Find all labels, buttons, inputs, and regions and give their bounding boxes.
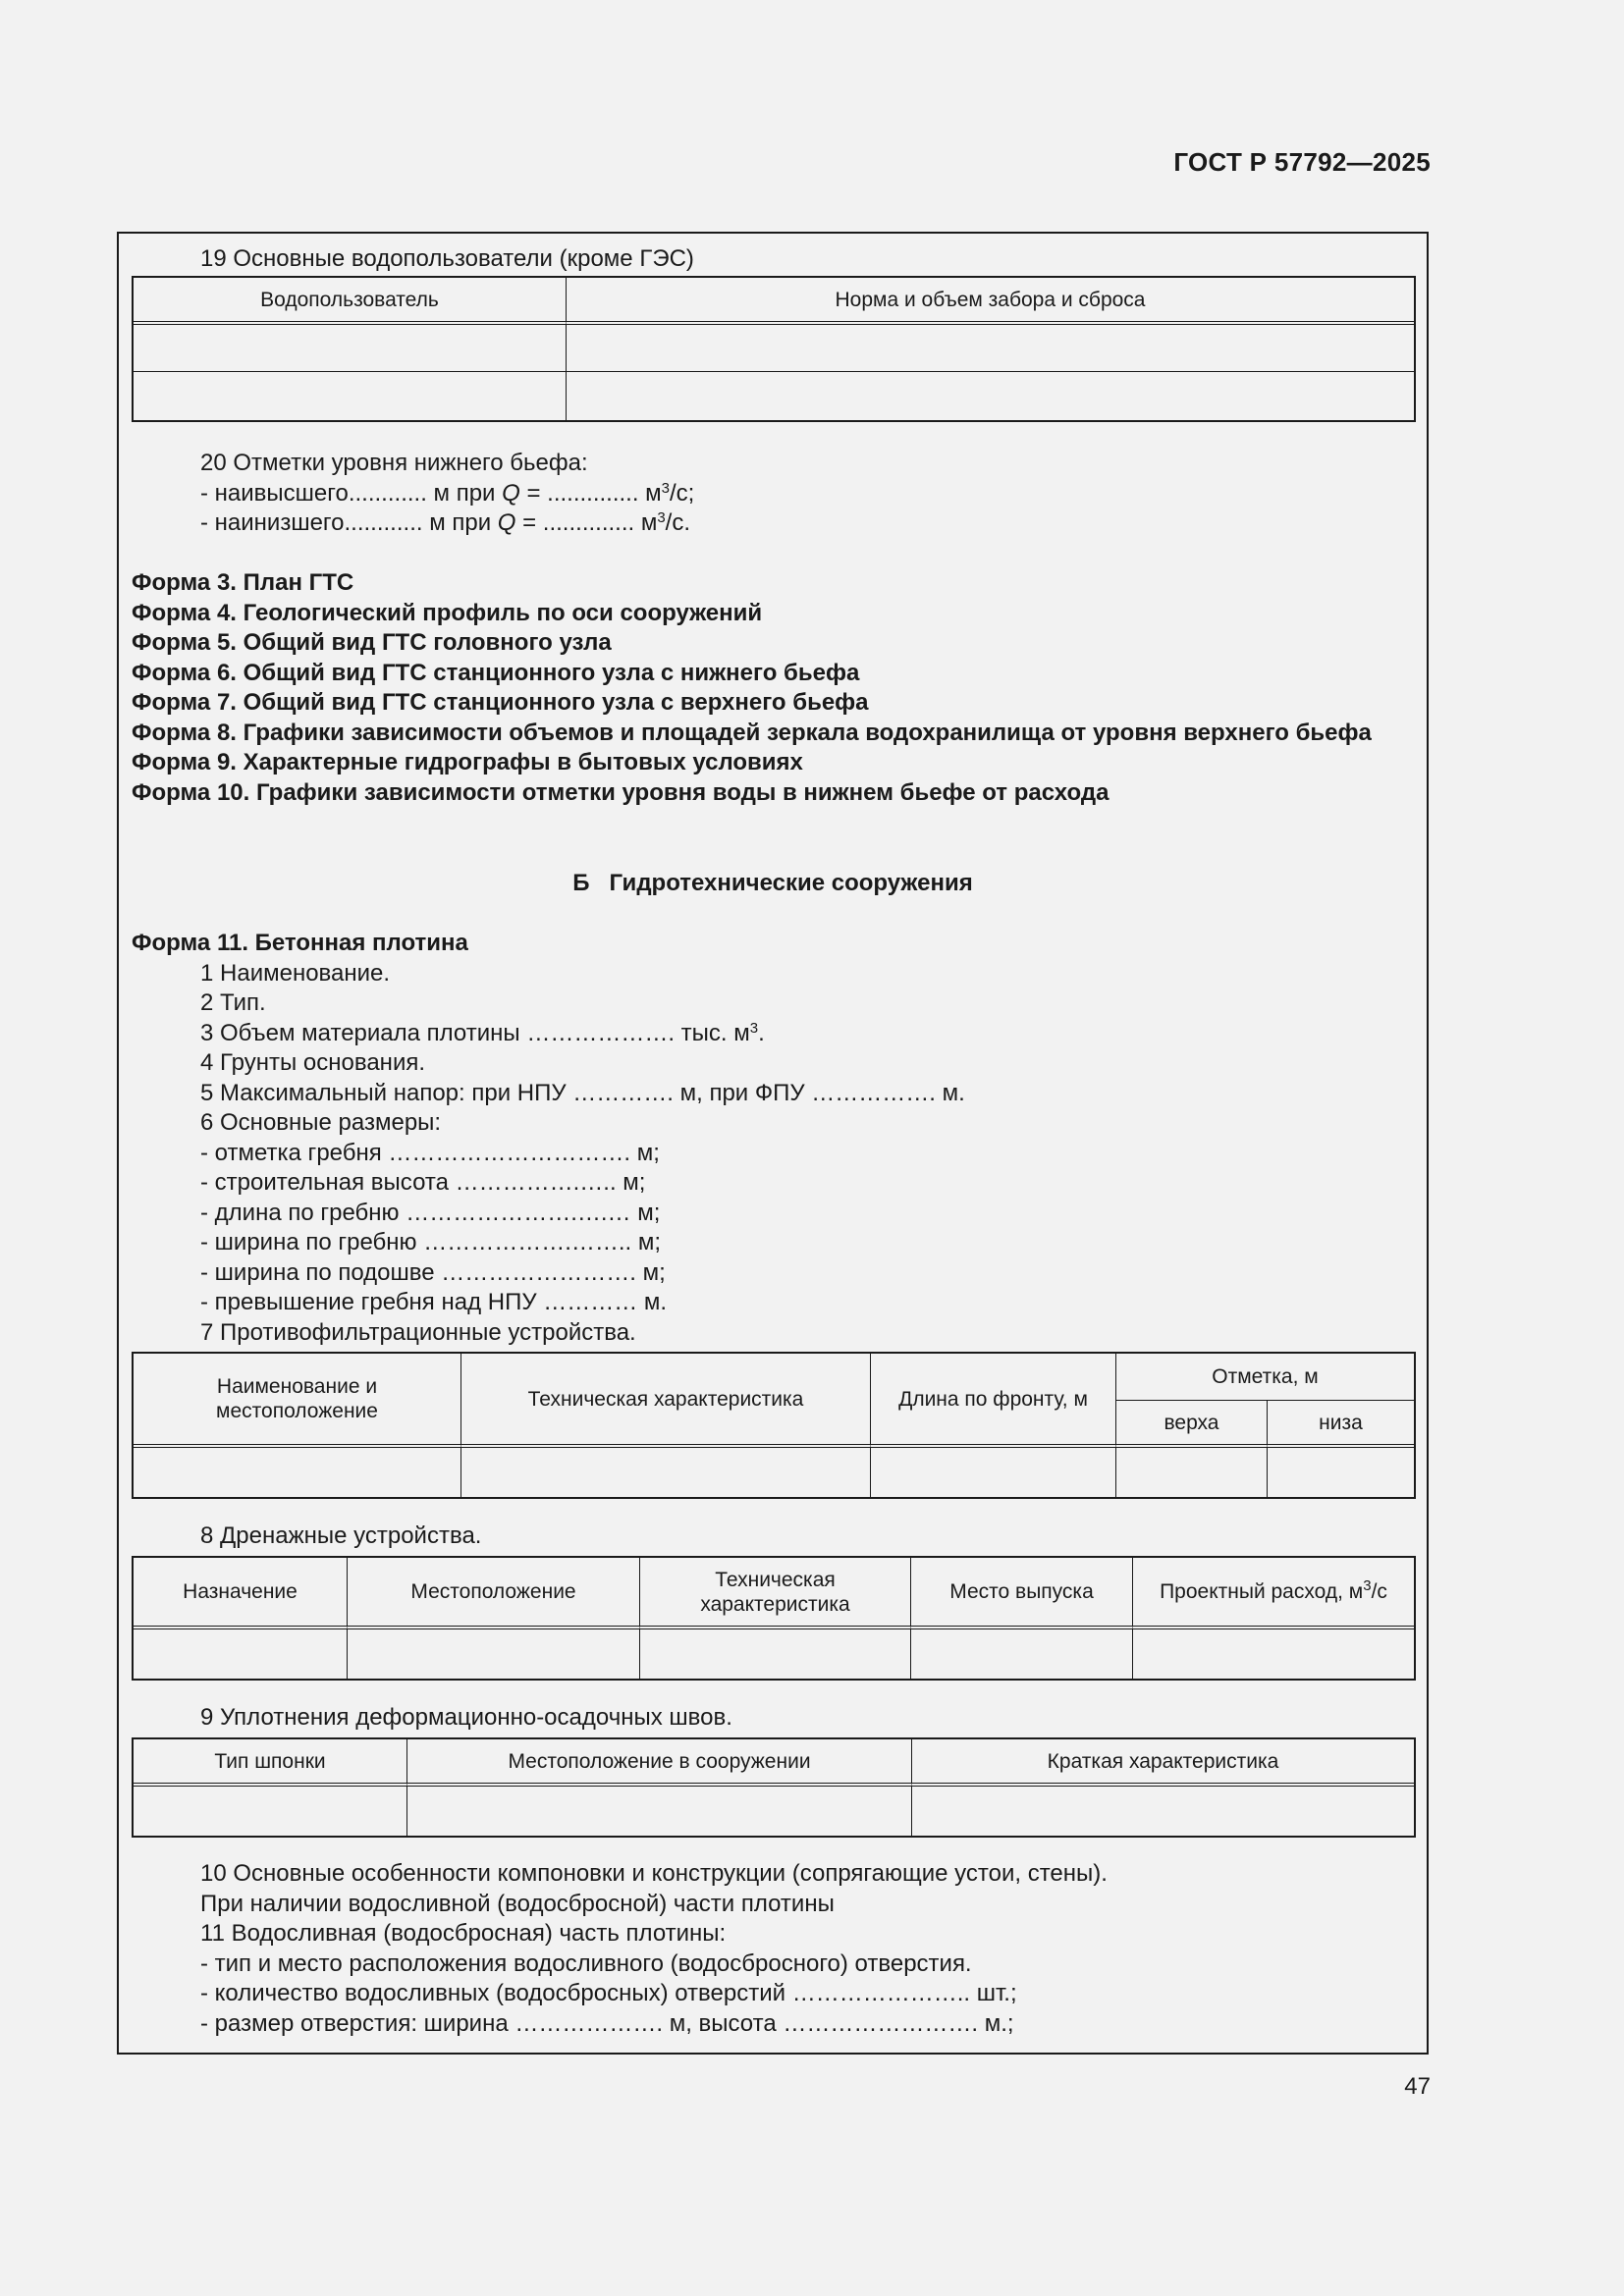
- drainage-table: [132, 1556, 1416, 1681]
- form-11-line-5: 5 Максимальный напор: при НПУ …………. м, при ФПУ ……………. м.: [200, 1079, 965, 1106]
- page-number: 47: [1404, 2073, 1431, 2100]
- table-row: [134, 1629, 1414, 1679]
- form-11-line-1: 1 Наименование.: [200, 959, 391, 987]
- col-waterstop-type: Тип шпонки: [134, 1739, 407, 1787]
- spillway-type-location: - тип и место расположения водосливного (водосбросного) отверстия.: [200, 1949, 972, 1977]
- form-11-line-2: 2 Тип.: [200, 989, 266, 1016]
- col-purpose: Назначение: [134, 1558, 348, 1629]
- col-front-length: Длина по фронту, м: [871, 1354, 1116, 1448]
- form-11-tail: [132, 1859, 1108, 2039]
- form-5: Форма 5. Общий вид ГТС головного узла: [132, 629, 612, 656]
- form-10: Форма 10. Графики зависимости отметки уровня воды в нижнем бьефе от расхода: [132, 778, 1110, 806]
- water-users-table: [132, 276, 1416, 422]
- table-row: [134, 1448, 1414, 1497]
- forms-list: [132, 568, 1372, 808]
- joint-seals-table: [132, 1737, 1416, 1838]
- spillway-count: - количество водосливных (водосбросных) отверстий ………………….. шт.;: [200, 1980, 1017, 2006]
- form-11-line-7: 7 Противофильтрационные устройства.: [200, 1318, 636, 1346]
- col-tech-spec: Техническая характеристика: [461, 1354, 871, 1448]
- form-frame: [117, 232, 1429, 2055]
- col-location: Местоположение: [348, 1558, 640, 1629]
- doc-code: ГОСТ Р 57792—2025: [1173, 147, 1431, 177]
- form-11-line-11: 11 Водосливная (водосбросная) часть плотины:: [200, 1920, 727, 1947]
- item-20: [132, 449, 694, 539]
- item-20-high: - наивысшего............ м при Q = .............. $м^3/с$;: [200, 479, 695, 507]
- form-11: [132, 929, 965, 1348]
- seepage-control-table: [132, 1352, 1416, 1499]
- col-mark: Отметка, м: [1116, 1354, 1414, 1401]
- table-row: [134, 372, 1414, 420]
- form-7: Форма 7. Общий вид ГТС станционного узла с верхнего бьефа: [132, 689, 869, 716]
- item-19-title: 19 Основные водопользователи (кроме ГЭС): [200, 245, 694, 272]
- form-11-line-10b: При наличии водосливной (водосбросной) части плотины: [200, 1890, 835, 1917]
- form-3: Форма 3. План ГТС: [132, 569, 354, 596]
- col-water-user: Водопользователь: [134, 278, 567, 325]
- form-11-line-10: 10 Основные особенности компоновки и конструкции (сопрягающие устои, стены).: [200, 1860, 1108, 1887]
- item-20-title: 20 Отметки уровня нижнего бьефа:: [200, 450, 588, 476]
- item-20-low: - наинизшего............ м при Q = .............. $м^3/с$.: [200, 508, 691, 536]
- col-mark-bottom: низа: [1268, 1401, 1414, 1448]
- col-design-flow: Проектный расход, $м^3/с$: [1133, 1558, 1414, 1629]
- form-11-line-6: 6 Основные размеры:: [200, 1109, 442, 1136]
- col-name-location: Наименование и местоположение: [134, 1354, 461, 1448]
- dimension-base-width: - ширина по подошве ……………………. м;: [200, 1258, 666, 1286]
- dimension-crest-mark: - отметка гребня …………………………. м;: [200, 1139, 660, 1166]
- col-tech-spec: Техническая характеристика: [640, 1558, 911, 1629]
- form-6: Форма 6. Общий вид ГТС станционного узла с нижнего бьефа: [132, 659, 860, 686]
- form-4: Форма 4. Геологический профиль по оси сооружений: [132, 599, 763, 626]
- col-location-in-structure: Местоположение в сооружении: [407, 1739, 912, 1787]
- table-row: [134, 325, 1414, 372]
- col-norm: Норма и объем забора и сброса: [567, 278, 1414, 325]
- dimension-crest-length: - длина по гребню ………………….….… м;: [200, 1199, 661, 1226]
- form-11-line-8: 8 Дренажные устройства.: [200, 1522, 482, 1549]
- col-brief-spec: Краткая характеристика: [912, 1739, 1414, 1787]
- form-8: Форма 8. Графики зависимости объемов и площадей зеркала водохранилища от уровня верхнего бьефа: [132, 719, 1372, 746]
- col-mark-top: верха: [1116, 1401, 1268, 1448]
- table-row: [134, 1787, 1414, 1836]
- spillway-opening-size: - размер отверстия: ширина ………………. м, высота ……………………. м.;: [200, 2009, 1014, 2037]
- dimension-crest-width: - ширина по гребню ……………….…….. м;: [200, 1229, 662, 1255]
- form-9: Форма 9. Характерные гидрографы в бытовых условиях: [132, 749, 803, 775]
- form-11-line-9: 9 Уплотнения деформационно-осадочных швов.: [200, 1704, 732, 1731]
- form-11-line-3: 3 Объем материала плотины ………………. тыс. $м^3$.: [200, 1019, 765, 1046]
- form-11-title: Форма 11. Бетонная плотина: [132, 930, 468, 956]
- dimension-freeboard: - превышение гребня над НПУ ………… м.: [200, 1289, 668, 1315]
- section-b-title: Б Гидротехнические сооружения: [572, 870, 973, 896]
- dimension-height: - строительная высота …………….….. м;: [200, 1169, 646, 1196]
- col-outlet: Место выпуска: [911, 1558, 1133, 1629]
- form-11-line-4: 4 Грунты основания.: [200, 1049, 426, 1076]
